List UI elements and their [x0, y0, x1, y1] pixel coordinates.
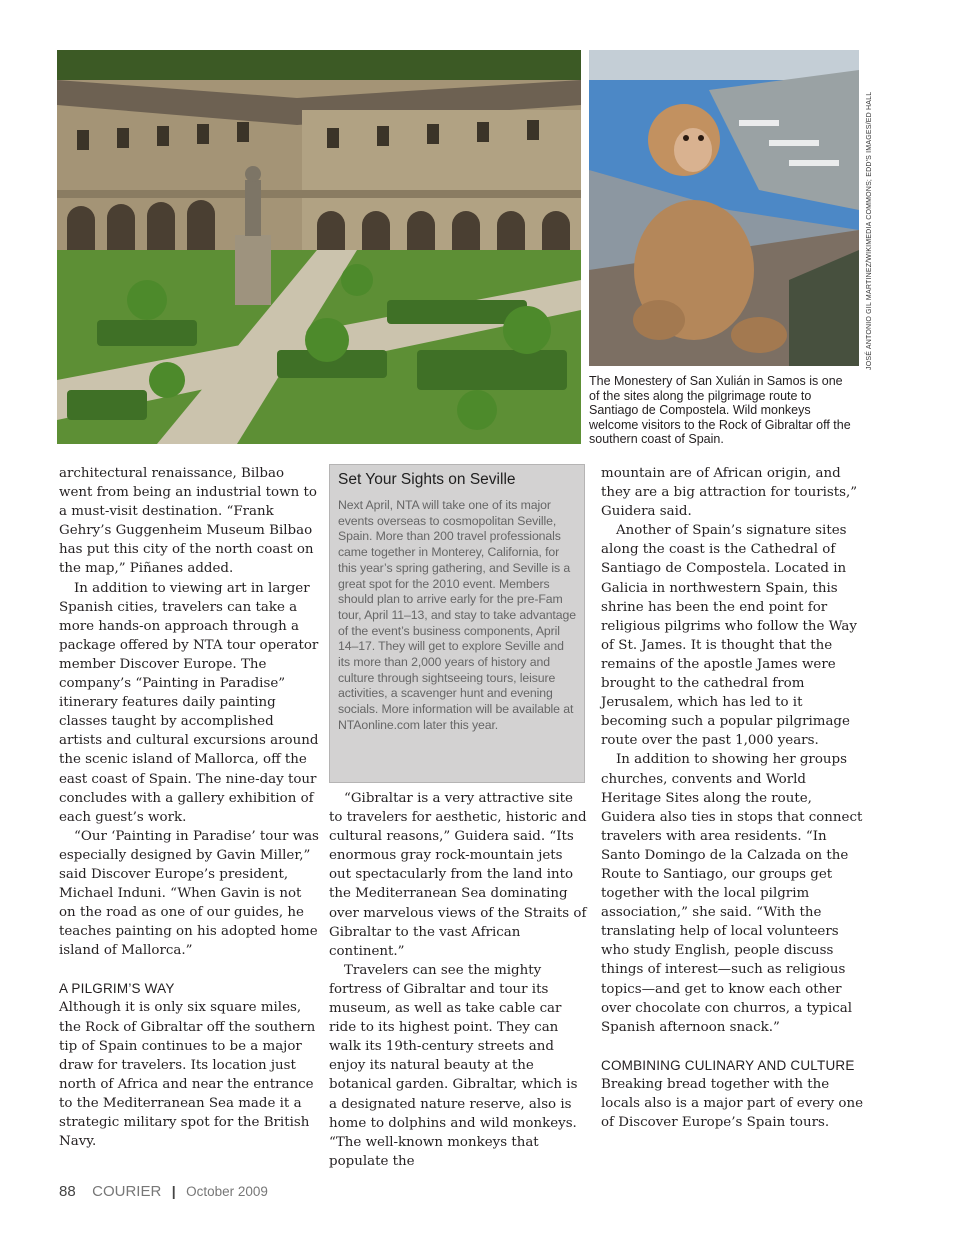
page-footer [59, 1183, 459, 1205]
article-column-2 [329, 789, 587, 1171]
page-number: 88 [59, 1183, 76, 1200]
paragraph: In addition to viewing art in larger Spanish cities, travelers can take a more hands-on approach through a package offered by NTA tour operator member Discover Europe. The company’s “Painting in Paradise” itinerary features daily painting classes taught by accomplished artists and cultural excursions around the scenic island of Mallorca, off the east coast of Spain. The nine-day tour concludes with a gallery exhibition of each guest’s work. [59, 580, 319, 825]
seville-sidebar [329, 464, 585, 783]
paragraph: Travelers can see the mighty fortress of Gibraltar and tour its museum, as well as take cable car ride to its highest point. They can walk its 19th-century streets and enjoy its natural beauty at the botanical garden. Gibraltar, which is a designated nature reserve, also is home to dolphins and wild monkeys. “The well-known monkeys that populate the [329, 962, 578, 1169]
issue-date: October 2009 [186, 1184, 268, 1199]
photo-credit: JOSÉ ANTONIO GIL MARTINEZ/WIKIMEDIA COMMONS; EDD'S IMAGES/ED HALL [866, 91, 873, 370]
paragraph: mountain are of African origin, and they are a big attraction for tourists,” Guidera said. [601, 466, 858, 520]
sidebar-title: Set Your Sights on Seville [338, 471, 516, 488]
footer-separator: | [171, 1183, 176, 1199]
paragraph: architectural renaissance, Bilbao went from being an industrial town to a must-visit destination. “Frank Gehry’s Guggenheim Museum Bilbao has put this city of the north coast on the map,” Piñanes added. [59, 466, 317, 577]
section-heading: A PILGRIM’S WAY [59, 981, 175, 997]
paragraph: Although it is only six square miles, the Rock of Gibraltar off the southern tip of Spain continues to be a major draw for travelers. Its location just north of Africa and near the entrance to the Mediterranean Sea made it a strategic military spot for the British Navy. [59, 1000, 316, 1150]
monastery-photo [57, 50, 581, 444]
sidebar-body: Next April, NTA will take one of its major events overseas to cosmopolitan Seville, Spain. More than 200 travel professionals came together in Monterey, California, for this year’s spring gathering, and Seville is a great spot for the 2010 event. Members should plan to arrive early for the pre-Fam tour, April 11–13, and stay to take advantage of the event’s business components, April 14–17. They will get to explore Seville and its more than 2,000 years of history and culture through sightseeing tours, leisure activities, a scavenger hunt and evening socials. More information will be available at NTAonline.com later this year. [338, 498, 576, 732]
paragraph: In addition to showing her groups churches, convents and World Heritage Sites along the route, Guidera also ties in stops that connect travelers with area residents. “In Santo Domingo de la Calzada on the Route to Santiago, our groups get together with the local pilgrim association,” she said. “With the translating help of local volunteers who study English, people discuss things of interest—such as religious topics—and get to know each other over chocolate con churros, a typical Spanish afternoon snack.” [601, 752, 863, 1035]
monkey-photo [589, 50, 859, 366]
paragraph: Another of Spain’s signature sites along the coast is the Cathedral of Santiago de Compostela. Located in Galicia in northwestern Spain, this shrine has been the end point for religious pilgrims who follow the Way of St. James. It is thought that the remains of the apostle James were brought to the cathedral from Jerusalem, which has led to it becoming such a popular pilgrimage route over the past 1,000 years. [601, 523, 857, 749]
article-column-3 [601, 464, 863, 1132]
paragraph: “Our ‘Painting in Paradise’ tour was especially designed by Gavin Miller,” said Discover Europe’s president, Michael Induni. “When Gavin is not on the road as one of our guides, he teaches painting on his adopted home island of Mallorca.” [59, 828, 319, 959]
article-column-1 [59, 464, 321, 1151]
paragraph: “Gibraltar is a very attractive site to travelers for aesthetic, historic and cultural reasons,” Guidera said. “Its enormous gray rock-mountain jets out spectacularly from the land into the Mediterranean Sea dominating over marvelous views of the Straits of Gibraltar to the vast African continent.” [329, 791, 587, 959]
publication-name: COURIER [92, 1183, 162, 1200]
paragraph: Breaking bread together with the locals also is a major part of every one of Discover Europe’s Spain tours. [601, 1076, 864, 1130]
section-heading: COMBINING CULINARY AND CULTURE [601, 1057, 855, 1073]
photo-caption: The Monestery of San Xulián in Samos is one of the sites along the pilgrimage route to Santiago de Compostela. Wild monkeys welcome visitors to the Rock of Gibraltar off the southern coast of Spain. [589, 374, 851, 446]
